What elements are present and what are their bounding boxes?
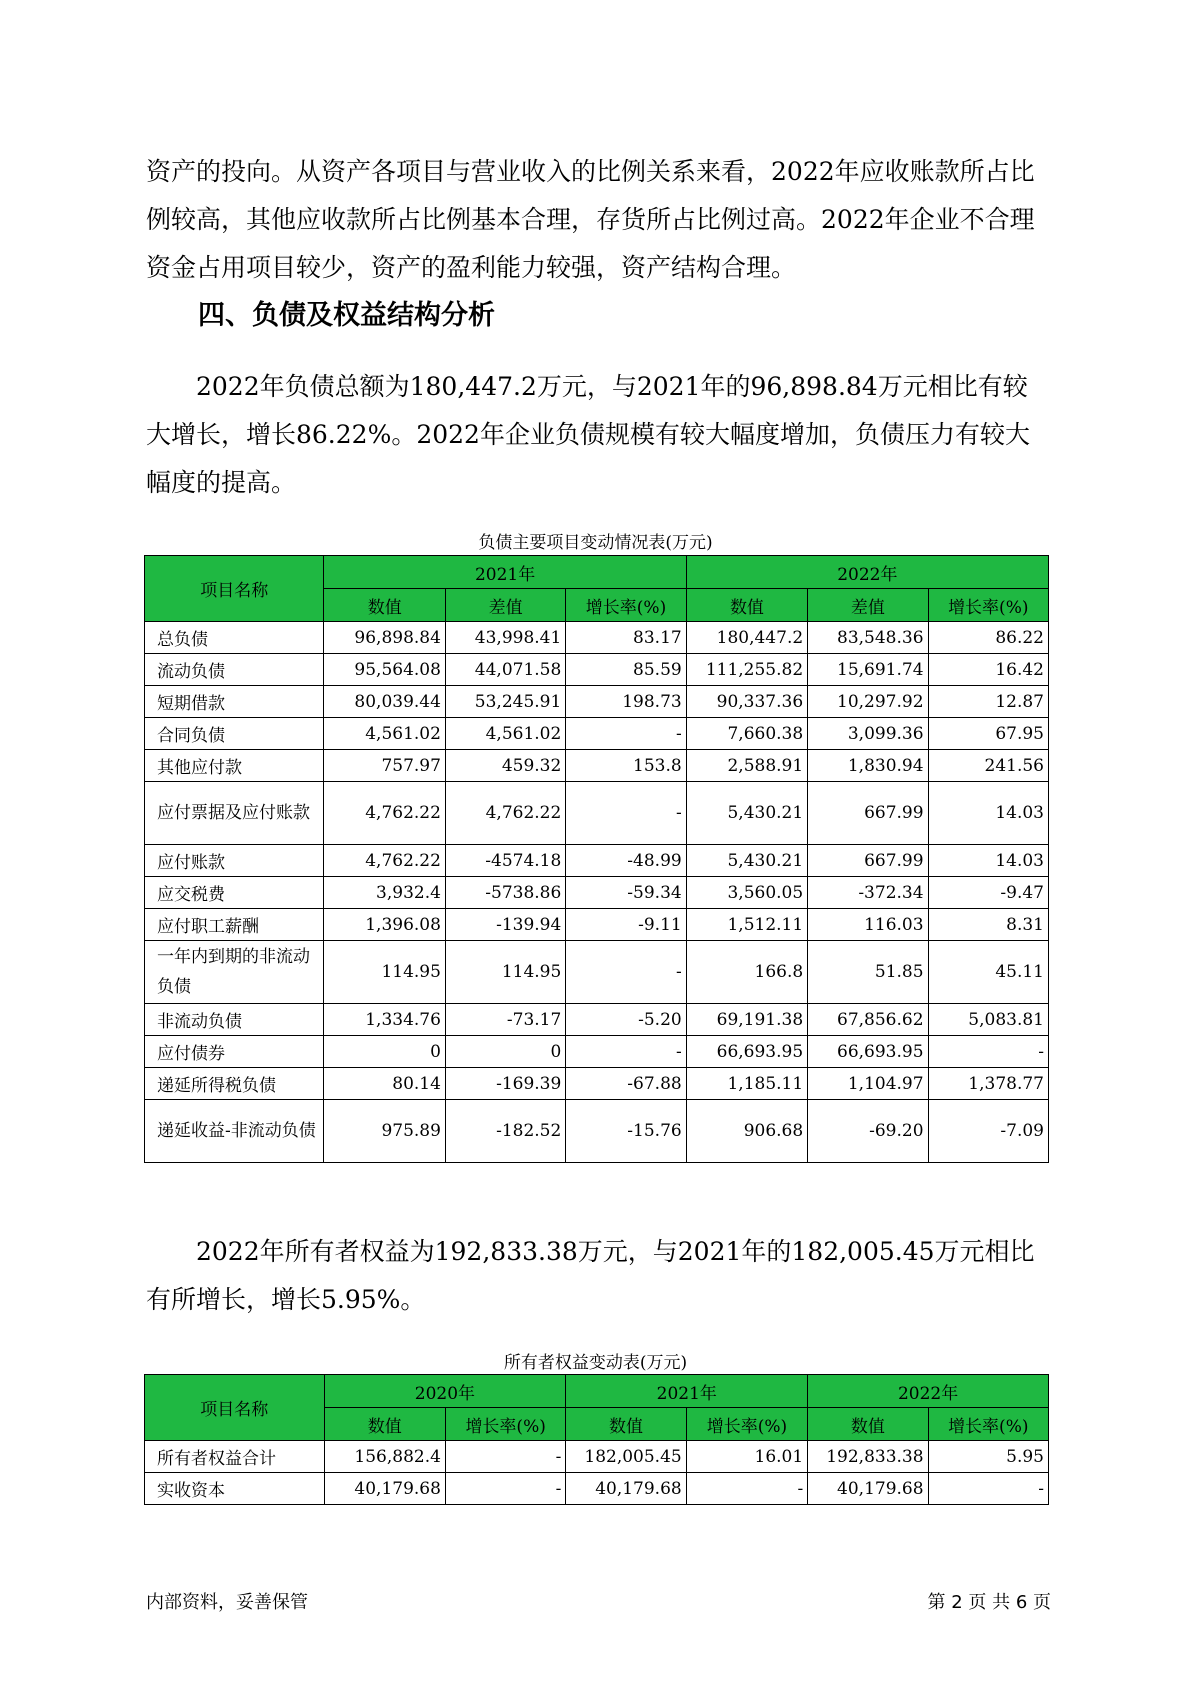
header-value: 数值 — [808, 1408, 928, 1441]
table-cell: -169.39 — [445, 1068, 565, 1100]
equity-table — [144, 1374, 1049, 1505]
table-cell: -182.52 — [445, 1100, 565, 1163]
table-cell: 90,337.36 — [686, 686, 807, 718]
table-cell: 80,039.44 — [324, 686, 445, 718]
table-cell: 40,179.68 — [566, 1473, 686, 1505]
table-cell: 459.32 — [445, 750, 565, 782]
table-cell: 153.8 — [566, 750, 686, 782]
table-cell: 4,561.02 — [324, 718, 445, 750]
row-label: 应交税费 — [145, 877, 324, 909]
table-cell: 3,932.4 — [324, 877, 445, 909]
row-label: 应付票据及应付账款 — [145, 782, 324, 845]
table-row — [145, 654, 1049, 686]
header-rate: 增长率(%) — [928, 1408, 1048, 1441]
table-cell: 116.03 — [808, 909, 928, 941]
table-row — [145, 1036, 1049, 1068]
table-cell: - — [566, 782, 686, 845]
table-cell: 53,245.91 — [445, 686, 565, 718]
header-rate: 增长率(%) — [566, 589, 686, 622]
table-cell: 5,430.21 — [686, 845, 807, 877]
header-year-2021: 2021年 — [566, 1375, 808, 1408]
table-row — [145, 1100, 1049, 1163]
table-cell: -139.94 — [445, 909, 565, 941]
table-cell: 975.89 — [324, 1100, 445, 1163]
table-cell: -5.20 — [566, 1004, 686, 1036]
table-cell: 5,083.81 — [928, 1004, 1048, 1036]
table-cell: 14.03 — [928, 845, 1048, 877]
table-cell: - — [928, 1036, 1048, 1068]
header-value: 数值 — [566, 1408, 686, 1441]
table-cell: 83.17 — [566, 622, 686, 654]
row-label: 递延收益-非流动负债 — [145, 1100, 324, 1163]
table-row — [145, 845, 1049, 877]
header-year-2020: 2020年 — [324, 1375, 566, 1408]
header-item-name: 项目名称 — [145, 1375, 325, 1441]
table-cell: 44,071.58 — [445, 654, 565, 686]
table-cell: - — [566, 1036, 686, 1068]
table-cell: -9.47 — [928, 877, 1048, 909]
header-diff: 差值 — [808, 589, 928, 622]
header-value: 数值 — [324, 589, 445, 622]
header-rate: 增长率(%) — [445, 1408, 565, 1441]
table-row — [145, 718, 1049, 750]
table-cell: 1,830.94 — [808, 750, 928, 782]
row-label: 递延所得税负债 — [145, 1068, 324, 1100]
table-cell: 198.73 — [566, 686, 686, 718]
row-label: 应付职工薪酬 — [145, 909, 324, 941]
table-row — [145, 622, 1049, 654]
table-cell: 192,833.38 — [808, 1441, 928, 1473]
table-cell: 111,255.82 — [686, 654, 807, 686]
table-cell: -7.09 — [928, 1100, 1048, 1163]
table-cell: 40,179.68 — [808, 1473, 928, 1505]
table-cell: -4574.18 — [445, 845, 565, 877]
table-cell: 85.59 — [566, 654, 686, 686]
table-cell: 16.42 — [928, 654, 1048, 686]
table-cell: 1,512.11 — [686, 909, 807, 941]
table-row — [145, 750, 1049, 782]
table-cell: - — [566, 941, 686, 1004]
table-cell: - — [686, 1473, 807, 1505]
table-cell: -69.20 — [808, 1100, 928, 1163]
table-cell: 114.95 — [324, 941, 445, 1004]
row-label: 所有者权益合计 — [145, 1441, 325, 1473]
table-cell: 5.95 — [928, 1441, 1048, 1473]
header-year-2021: 2021年 — [324, 556, 686, 589]
table-cell: 45.11 — [928, 941, 1048, 1004]
footer-confidential-note: 内部资料，妥善保管 — [146, 1592, 308, 1613]
row-label: 应付账款 — [145, 845, 324, 877]
row-label: 其他应付款 — [145, 750, 324, 782]
table-cell: 166.8 — [686, 941, 807, 1004]
table-row — [145, 909, 1049, 941]
row-label: 总负债 — [145, 622, 324, 654]
section-heading: 四、负债及权益结构分析 — [198, 300, 495, 331]
table-header-row — [145, 1375, 1049, 1408]
table-cell: - — [445, 1441, 565, 1473]
header-year-2022: 2022年 — [686, 556, 1048, 589]
row-label: 非流动负债 — [145, 1004, 324, 1036]
table-cell: 114.95 — [445, 941, 565, 1004]
table-cell: 0 — [324, 1036, 445, 1068]
paragraph-liability-summary: 2022年负债总额为180,447.2万元，与2021年的96,898.84万元相比有较大增长，增长86.22%。2022年企业负债规模有较大幅度增加，负债压力有较大幅度的提高。 — [146, 372, 1030, 497]
header-value: 数值 — [686, 589, 807, 622]
table-cell: 2,588.91 — [686, 750, 807, 782]
table-cell: 757.97 — [324, 750, 445, 782]
table-cell: 1,104.97 — [808, 1068, 928, 1100]
table-cell: 16.01 — [686, 1441, 807, 1473]
header-value: 数值 — [324, 1408, 445, 1441]
table-caption-liabilities: 负债主要项目变动情况表(万元) — [478, 533, 713, 553]
table-cell: 66,693.95 — [808, 1036, 928, 1068]
row-label: 一年内到期的非流动负债 — [145, 941, 324, 1004]
row-label: 应付债券 — [145, 1036, 324, 1068]
table-cell: 40,179.68 — [324, 1473, 445, 1505]
table-row — [145, 1068, 1049, 1100]
paragraph-equity-summary: 2022年所有者权益为192,833.38万元，与2021年的182,005.45万元相比有所增长，增长5.95%。 — [146, 1237, 1035, 1314]
table-cell: 156,882.4 — [324, 1441, 445, 1473]
table-cell: 3,560.05 — [686, 877, 807, 909]
table-cell: 67,856.62 — [808, 1004, 928, 1036]
table-cell: -48.99 — [566, 845, 686, 877]
table-cell: 7,660.38 — [686, 718, 807, 750]
table-cell: - — [445, 1473, 565, 1505]
row-label: 短期借款 — [145, 686, 324, 718]
table-cell: 67.95 — [928, 718, 1048, 750]
table-cell: 69,191.38 — [686, 1004, 807, 1036]
table-cell: 5,430.21 — [686, 782, 807, 845]
table-cell: 51.85 — [808, 941, 928, 1004]
header-rate: 增长率(%) — [928, 589, 1048, 622]
table-cell: -372.34 — [808, 877, 928, 909]
table-cell: 3,099.36 — [808, 718, 928, 750]
liabilities-table — [144, 555, 1049, 1163]
table-cell: 8.31 — [928, 909, 1048, 941]
table-cell: 95,564.08 — [324, 654, 445, 686]
table-cell: -59.34 — [566, 877, 686, 909]
table-cell: 180,447.2 — [686, 622, 807, 654]
table-cell: 86.22 — [928, 622, 1048, 654]
footer-page-number: 第 2 页 共 6 页 — [927, 1592, 1051, 1613]
table-cell: 43,998.41 — [445, 622, 565, 654]
table-cell: 96,898.84 — [324, 622, 445, 654]
table-cell: 906.68 — [686, 1100, 807, 1163]
table-cell: -15.76 — [566, 1100, 686, 1163]
table-cell: 4,762.22 — [324, 845, 445, 877]
table-cell: 4,762.22 — [324, 782, 445, 845]
table-cell: 1,396.08 — [324, 909, 445, 941]
table-cell: 4,561.02 — [445, 718, 565, 750]
row-label: 实收资本 — [145, 1473, 325, 1505]
paragraph-asset-structure: 资产的投向。从资产各项目与营业收入的比例关系来看，2022年应收账款所占比例较高，其他应收款所占比例基本合理，存货所占比例过高。2022年企业不合理资金占用项目较少，资产的盈利能力较强，资产结构合理。 — [146, 157, 1035, 282]
table-cell: 66,693.95 — [686, 1036, 807, 1068]
table-header-row — [145, 556, 1049, 589]
table-cell: -9.11 — [566, 909, 686, 941]
table-cell: 1,334.76 — [324, 1004, 445, 1036]
table-cell: 667.99 — [808, 845, 928, 877]
table-cell: 241.56 — [928, 750, 1048, 782]
table-cell: 83,548.36 — [808, 622, 928, 654]
header-diff: 差值 — [445, 589, 565, 622]
table-cell: 14.03 — [928, 782, 1048, 845]
header-rate: 增长率(%) — [686, 1408, 807, 1441]
table-row — [145, 1004, 1049, 1036]
table-row — [145, 1441, 1049, 1473]
table-cell: 12.87 — [928, 686, 1048, 718]
table-row — [145, 941, 1049, 1004]
table-cell: 0 — [445, 1036, 565, 1068]
table-cell: 182,005.45 — [566, 1441, 686, 1473]
table-row — [145, 782, 1049, 845]
table-cell: -73.17 — [445, 1004, 565, 1036]
table-caption-equity: 所有者权益变动表(万元) — [503, 1353, 688, 1373]
table-row — [145, 686, 1049, 718]
table-cell: - — [566, 718, 686, 750]
table-cell: 10,297.92 — [808, 686, 928, 718]
table-cell: 667.99 — [808, 782, 928, 845]
header-item-name: 项目名称 — [145, 556, 324, 622]
table-cell: 1,378.77 — [928, 1068, 1048, 1100]
table-cell: 4,762.22 — [445, 782, 565, 845]
row-label: 流动负债 — [145, 654, 324, 686]
table-row — [145, 1473, 1049, 1505]
table-cell: 1,185.11 — [686, 1068, 807, 1100]
row-label: 合同负债 — [145, 718, 324, 750]
table-cell: -5738.86 — [445, 877, 565, 909]
table-cell: -67.88 — [566, 1068, 686, 1100]
table-cell: 15,691.74 — [808, 654, 928, 686]
table-row — [145, 877, 1049, 909]
header-year-2022: 2022年 — [808, 1375, 1049, 1408]
table-cell: 80.14 — [324, 1068, 445, 1100]
table-cell: - — [928, 1473, 1048, 1505]
